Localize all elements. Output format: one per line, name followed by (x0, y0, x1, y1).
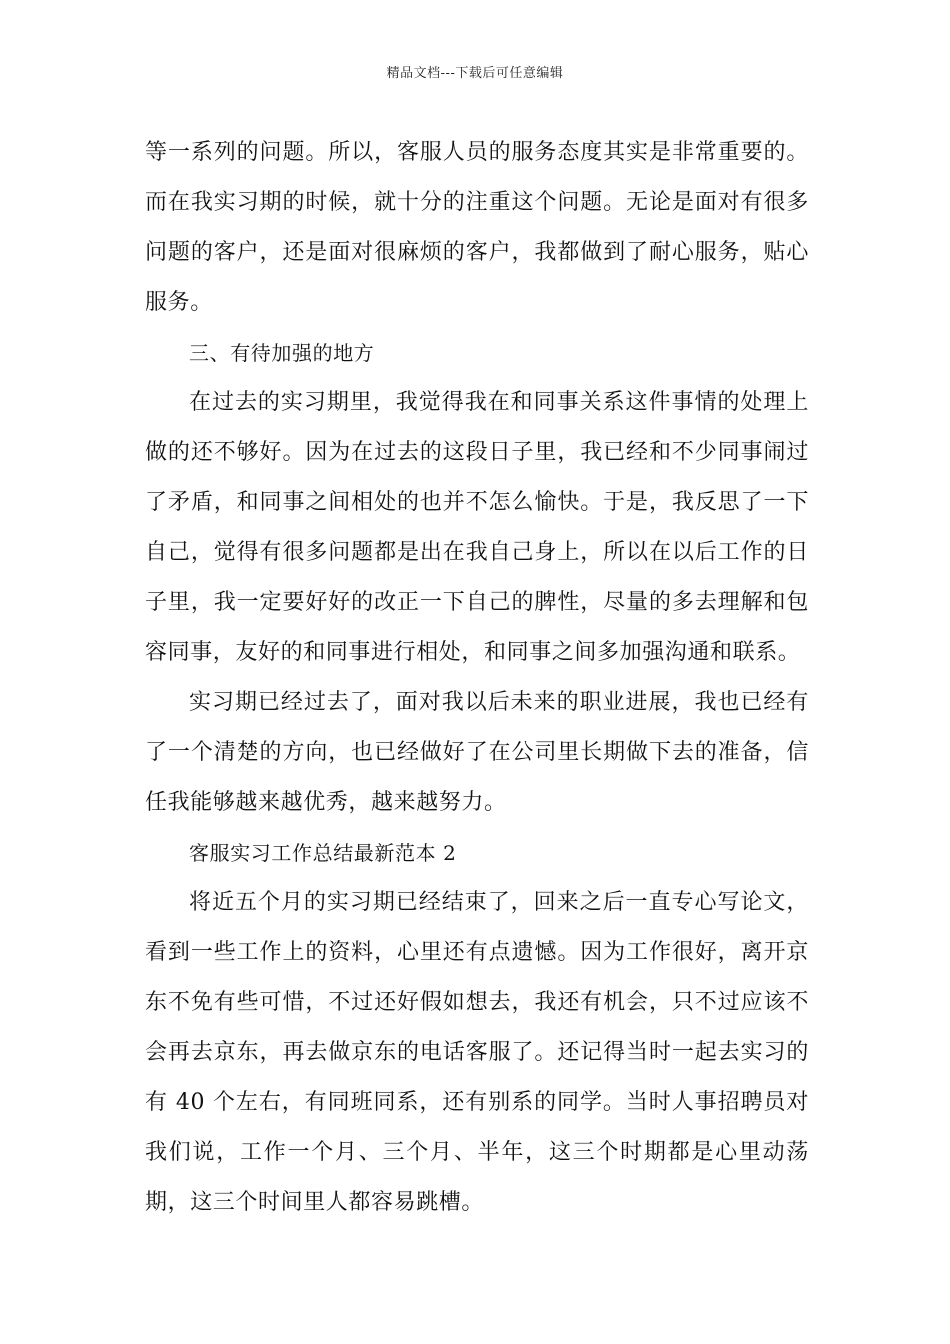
paragraph-internship-recap: 将近五个月的实习期已经结束了，回来之后一直专心写论文，看到一些工作上的资料，心里还有点遗憾。因为工作很好，离开京东不免有些可惜，不过还好假如想去，我还有机会，只不过应该不会再去京东，再去做京东的电话客服了。还记得当时一起去实习的有 40 个左右，有同班同系，还有别系的同学。当时人事招聘员对我们说，工作一个月、三个月、半年，这三个时期都是心里动荡期，这三个时间里人都容易跳槽。 (145, 890, 809, 1215)
paragraph-service-attitude: 等一系列的问题。所以，客服人员的服务态度其实是非常重要的。而在我实习期的时候，就十分的注重这个问题。无论是面对有很多问题的客户，还是面对很麻烦的客户，我都做到了耐心服务，贴心服务。 (145, 140, 809, 315)
paragraph-colleague-relations: 在过去的实习期里，我觉得我在和同事关系这件事情的处理上做的还不够好。因为在过去的这段日子里，我已经和不少同事闹过了矛盾，和同事之间相处的也并不怎么愉快。于是，我反思了一下自己，觉得有很多问题都是出在我自己身上，所以在以后工作的日子里，我一定要好好的改正一下自己的脾性，尽量的多去理解和包容同事，友好的和同事进行相处，和同事之间多加强沟通和联系。 (145, 390, 809, 665)
section-heading-improvement: 三、有待加强的地方 (189, 341, 375, 365)
document-body (145, 128, 809, 1228)
paragraph-career-direction: 实习期已经过去了，面对我以后未来的职业进展，我也已经有了一个清楚的方向，也已经做好了在公司里长期做下去的准备，信任我能够越来越优秀，越来越努力。 (145, 690, 809, 815)
section-heading-sample-2: 客服实习工作总结最新范本 2 (189, 841, 457, 865)
page-header: 精品文档---下载后可任意编辑 (386, 66, 564, 81)
